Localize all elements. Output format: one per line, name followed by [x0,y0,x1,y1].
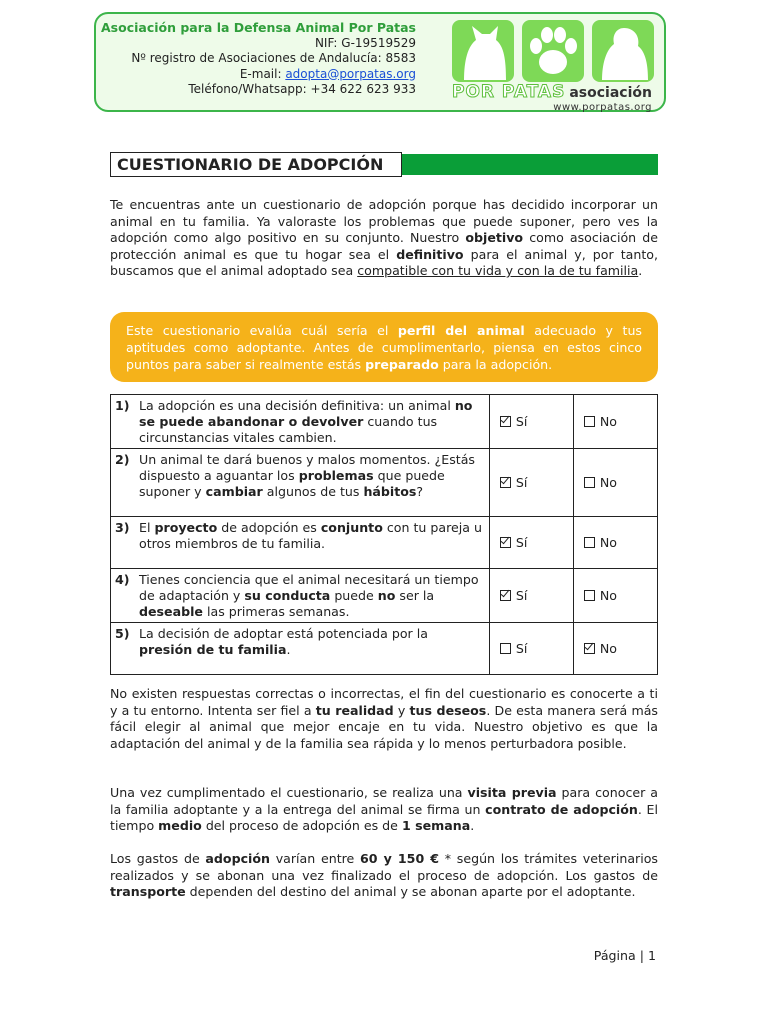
callout-bold-2: preparado [365,357,439,372]
question-cell [111,517,490,569]
p4-bold-f: transporte [110,884,186,899]
table-row [111,569,658,623]
q-text-d: cambiar [205,484,263,499]
header-box [94,12,666,112]
body-paragraph-3 [110,785,658,835]
logo-text [452,82,658,100]
p3-text-a: Una vez cumplimentado el cuestionario, se realiza una [110,785,468,800]
intro-text-2: como asociación de protección animal es que tu hogar sea el [110,230,658,262]
org-name: Asociación para la Defensa Animal Por Patas [101,20,416,35]
p4-text-c: varían entre [270,851,360,866]
q-text-c: puede [330,588,378,603]
questions-table [110,394,658,675]
org-phone: Teléfono/Whatsapp: +34 622 623 933 [188,82,416,96]
logo [452,20,658,113]
answer-no-label: No [599,475,617,490]
answer-si-cell[interactable] [489,449,573,517]
intro-paragraph [110,197,658,280]
p3-text-g: del proceso de adopción es de [201,818,402,833]
page-title: CUESTIONARIO DE ADOPCIÓN [110,152,402,177]
p4-text-e: * según los trámites veterinarios realizados y se abonan una vez finalizado el proceso de adopción. Los gastos de [110,851,658,883]
body-paragraph-2 [110,686,658,752]
answer-no-cell[interactable] [573,449,657,517]
checkbox-si-checked[interactable] [500,477,511,488]
page-number: Página | 1 [593,948,656,963]
q-text-a: Tienes conciencia que el animal necesitará un tiempo de adaptación y [139,572,479,603]
q-text-d: conjunto [320,520,383,535]
callout-text-2: adecuado y tus aptitudes como adoptante. Antes de cumplimentarlo, piensa en estos cinco puntos para saber si realmente estás [126,323,642,372]
table-row [111,623,658,675]
q-text-f: hábitos [363,484,417,499]
q-text-g: ? [416,484,424,499]
p3-bold-h: 1 semana [401,818,471,833]
table-row [111,449,658,517]
q-text-a: La adopción es una decisión definitiva: un animal [139,398,455,413]
answer-no-label: No [599,641,617,656]
answer-si-cell[interactable] [489,517,573,569]
q-text-b: proyecto [154,520,218,535]
table-row [111,517,658,569]
q-text-c: . [286,642,291,657]
p4-bold-d: 60 y 150 € [360,851,440,866]
intro-bold-1: objetivo [465,230,524,245]
dog-silhouette-icon [592,20,654,82]
q-text-a: Un animal te dará buenos y malos momentos. ¿Estás dispuesto a aguantar los [139,452,475,483]
q-text-a: El [139,520,155,535]
answer-si-label: Sí [515,475,528,490]
question-text [139,572,483,620]
q-text-b: presión de tu familia [139,642,287,657]
question-text [139,626,483,658]
question-text [139,452,483,500]
q-text-f: deseable [139,604,203,619]
org-info [101,20,416,98]
question-number: 5) [115,626,130,641]
q-text-b: su conducta [244,588,331,603]
q-text-e: ser la [395,588,435,603]
p3-bold-f: medio [158,818,202,833]
p2-bold-b: tu realidad [315,702,394,718]
p4-bold-b: adopción [205,851,270,866]
answer-no-cell[interactable] [573,569,657,623]
question-number: 2) [115,452,130,467]
q-text-c: cuando tus circunstancias vitales cambien. [139,414,438,445]
answer-no-cell[interactable] [573,623,657,675]
body-paragraph-4 [110,851,658,901]
q-text-a: La decisión de adoptar está potenciada por la [139,626,428,641]
answer-no-label: No [599,414,617,429]
org-email-line [101,67,416,83]
p2-text-a: No existen respuestas correctas o incorrectas, el fin del cuestionario es conocerte a ti y a tu entorno. Intenta ser fiel a [110,686,658,718]
q-text-g: las primeras semanas. [202,604,350,619]
checkbox-si[interactable] [500,643,511,654]
intro-text-1: Te encuentras ante un cuestionario de adopción porque has decidido incorporar un animal en tu familia. Ya valoraste los problemas que puede suponer, pero ves la adopción como algo positivo en su conjunto. Nuestro [110,197,658,245]
intro-text-4: . [638,263,643,278]
question-cell [111,623,490,675]
question-text [139,398,483,446]
email-label: E-mail: [239,66,286,81]
p4-text-g: dependen del destino del animal y se abonan aparte por el adoptante. [185,884,636,899]
answer-si-label: Sí [515,641,528,656]
checkbox-no[interactable] [584,477,595,488]
checkbox-no[interactable] [584,537,595,548]
callout-text-3: para la adopción. [438,357,553,372]
checkbox-si-checked[interactable] [500,416,511,427]
answer-si-cell[interactable] [489,395,573,449]
checkbox-si-checked[interactable] [500,590,511,601]
p3-bold-d: contrato de adopción [485,801,638,817]
p3-bold-b: visita previa [467,785,557,800]
logo-url: www.porpatas.org [553,102,652,113]
question-number: 1) [115,398,130,413]
answer-no-label: No [599,535,617,550]
answer-no-cell[interactable] [573,395,657,449]
p2-text-c: y [393,702,410,718]
checkbox-no-checked[interactable] [584,643,595,654]
logo-sub: asociación [569,85,652,101]
q-text-d: no [377,588,396,603]
paw-icon [522,20,584,82]
answer-si-label: Sí [515,588,528,603]
p3-text-c: para conocer a la familia adoptante y a la entrega del animal se firma un [110,785,658,817]
question-number: 4) [115,572,130,587]
intro-bold-2: definitivo [396,246,464,262]
title-row [110,152,658,177]
p3-text-i: . [470,818,475,833]
intro-text-3: para el animal y, por tanto, buscamos que el animal adoptado sea [110,246,658,278]
q-text-c: que puede suponer y [139,468,445,499]
org-nif: NIF: G-19519529 [314,35,416,50]
checkbox-si-checked[interactable] [500,537,511,548]
q-text-c: de adopción es [217,520,321,535]
question-cell [111,395,490,449]
intro-underline: compatible con tu vida y con la de tu familia [357,263,639,278]
p2-text-e: . De esta manera será más fácil elegir al animal que mejor encaje en tu vida. Nuestro objetivo es que la adaptación del animal y de la familia sea rápida y lo menos perturbadora posible. [110,702,658,751]
p4-text-a: Los gastos de [110,851,206,866]
logo-brand: POR PATAS [452,82,566,102]
email-link[interactable]: adopta@porpatas.org [285,66,416,81]
question-text [139,520,483,552]
checkbox-no[interactable] [584,590,595,601]
org-registry: Nº registro de Asociaciones de Andalucía: 8583 [131,51,416,65]
callout-text-1: Este cuestionario evalúa cuál sería el [126,323,398,338]
answer-no-cell[interactable] [573,517,657,569]
callout-bold-1: perfil del animal [397,323,525,338]
answer-no-label: No [599,588,617,603]
answer-si-cell[interactable] [489,623,573,675]
q-text-e: con tu pareja u otros miembros de tu familia. [139,520,482,551]
p2-bold-d: tus deseos [409,702,487,718]
question-cell [111,569,490,623]
callout-box [110,312,658,382]
question-number: 3) [115,520,130,535]
checkbox-no[interactable] [584,416,595,427]
q-text-b: no se puede abandonar o devolver [139,398,473,429]
q-text-b: problemas [298,468,374,483]
answer-si-label: Sí [515,414,528,429]
p3-text-e: . El tiempo [110,801,659,833]
cat-silhouette-icon [452,20,514,82]
question-cell [111,449,490,517]
table-row [111,395,658,449]
answer-si-cell[interactable] [489,569,573,623]
title-accent-bar [402,154,658,175]
answer-si-label: Sí [515,535,528,550]
q-text-e: algunos de tus [262,484,364,499]
